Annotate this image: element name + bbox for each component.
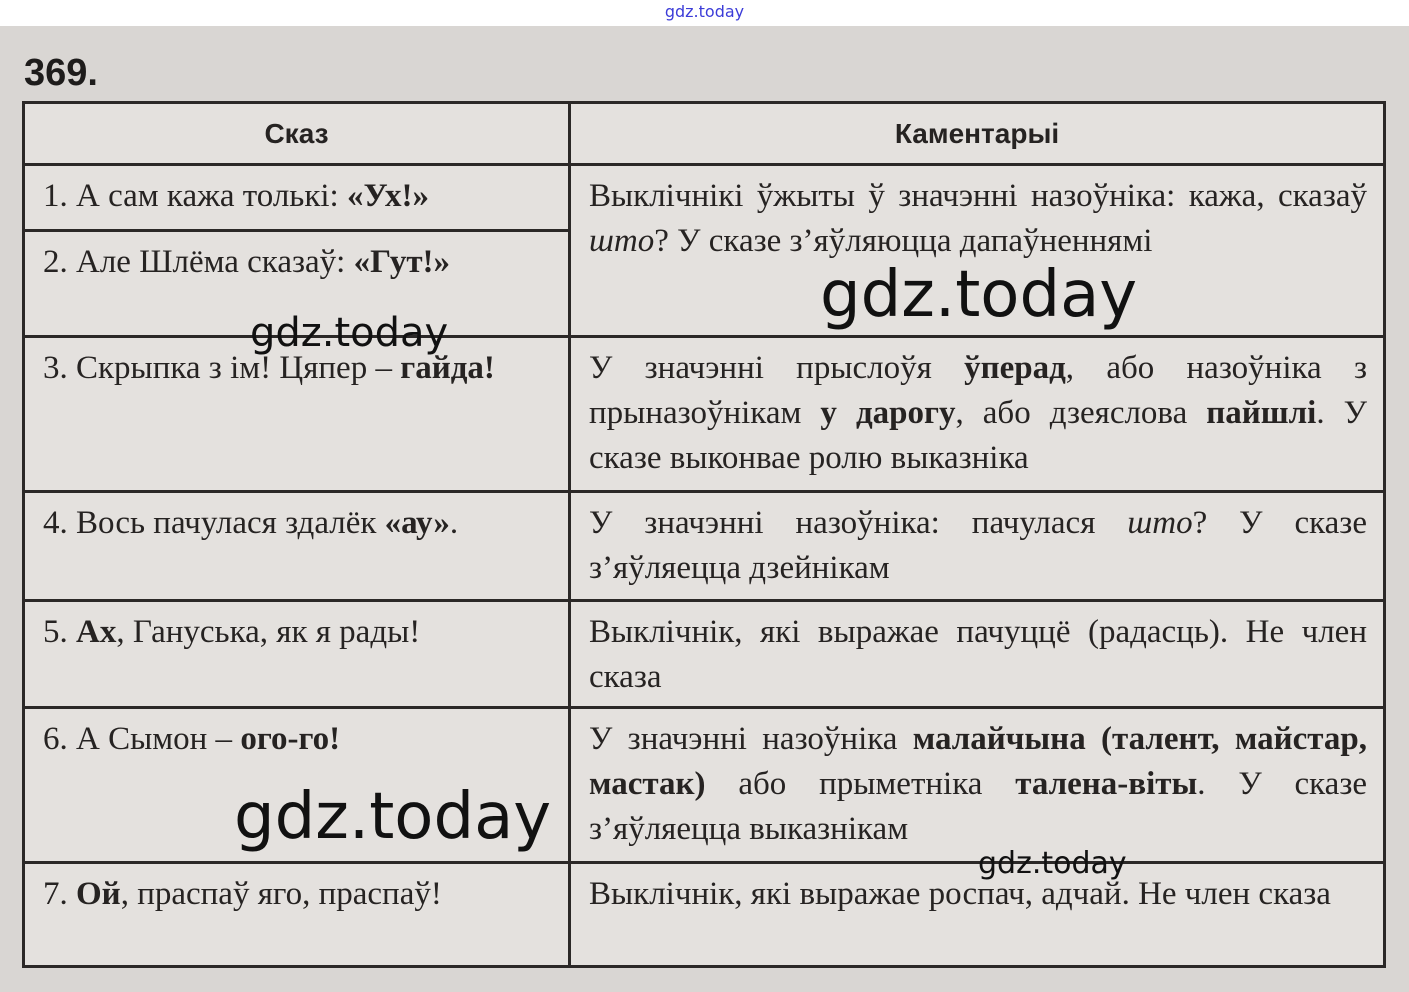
- site-watermark-top: gdz.today: [664, 2, 745, 21]
- watermark: gdz.today: [820, 258, 1138, 332]
- predicate-cell: 4. Вось пачулася здалёк «ау».: [24, 492, 570, 601]
- table-row: [24, 165, 1385, 231]
- comment-cell: У значэнні назоўніка: пачулася што? У сказе з’яўляецца дзейнікам: [570, 492, 1385, 601]
- table-row: [24, 601, 1385, 708]
- table-header-row: [24, 103, 1385, 165]
- comment-cell: У значэнні назоўніка малайчына (талент, майстар, мастак) або прыметніка талена-віты. У сказе з’яўляецца выказнікам: [570, 708, 1385, 863]
- comment-cell: Выклічнік, які выражае пачуццё (радасць). Не член сказа: [570, 601, 1385, 708]
- predicate-cell: 7. Ой, праспаў яго, праспаў!: [24, 863, 570, 967]
- predicate-cell: 1. А сам кажа толькі: «Ух!»: [24, 165, 570, 231]
- predicate-cell: 3. Скрыпка з ім! Цяпер – гайда!: [24, 337, 570, 492]
- watermark: gdz.today: [250, 310, 449, 356]
- header-predicate: Сказ: [24, 103, 570, 165]
- table-row: [24, 863, 1385, 967]
- watermark: gdz.today: [234, 780, 552, 854]
- table-row: [24, 708, 1385, 863]
- comment-cell: Выклічнік, які выражае роспач, адчай. Не член сказа: [570, 863, 1385, 967]
- predicate-comments-table: [22, 101, 1386, 968]
- header-comments: Каментарыі: [570, 103, 1385, 165]
- comment-cell: У значэнні прыслоўя ўперад, або назоўніка з прыназоўнікам у дарогу, або дзеяслова пайшлі. У сказе выконвае ролю выказніка: [570, 337, 1385, 492]
- table-row: [24, 337, 1385, 492]
- predicate-cell: 2. Але Шлёма сказаў: «Гут!»: [24, 231, 570, 337]
- table-row: [24, 492, 1385, 601]
- predicate-cell: 6. А Сымон – ого-го!: [24, 708, 570, 863]
- watermark: gdz.today: [978, 846, 1127, 881]
- comment-cell: Выклічнікі ўжыты ў значэнні назоўніка: кажа, сказаў што? У сказе з’яўляюцца дапаўненнямі: [570, 165, 1385, 337]
- predicate-cell: 5. Ах, Гануська, як я рады!: [24, 601, 570, 708]
- exercise-number: 369.: [24, 52, 98, 94]
